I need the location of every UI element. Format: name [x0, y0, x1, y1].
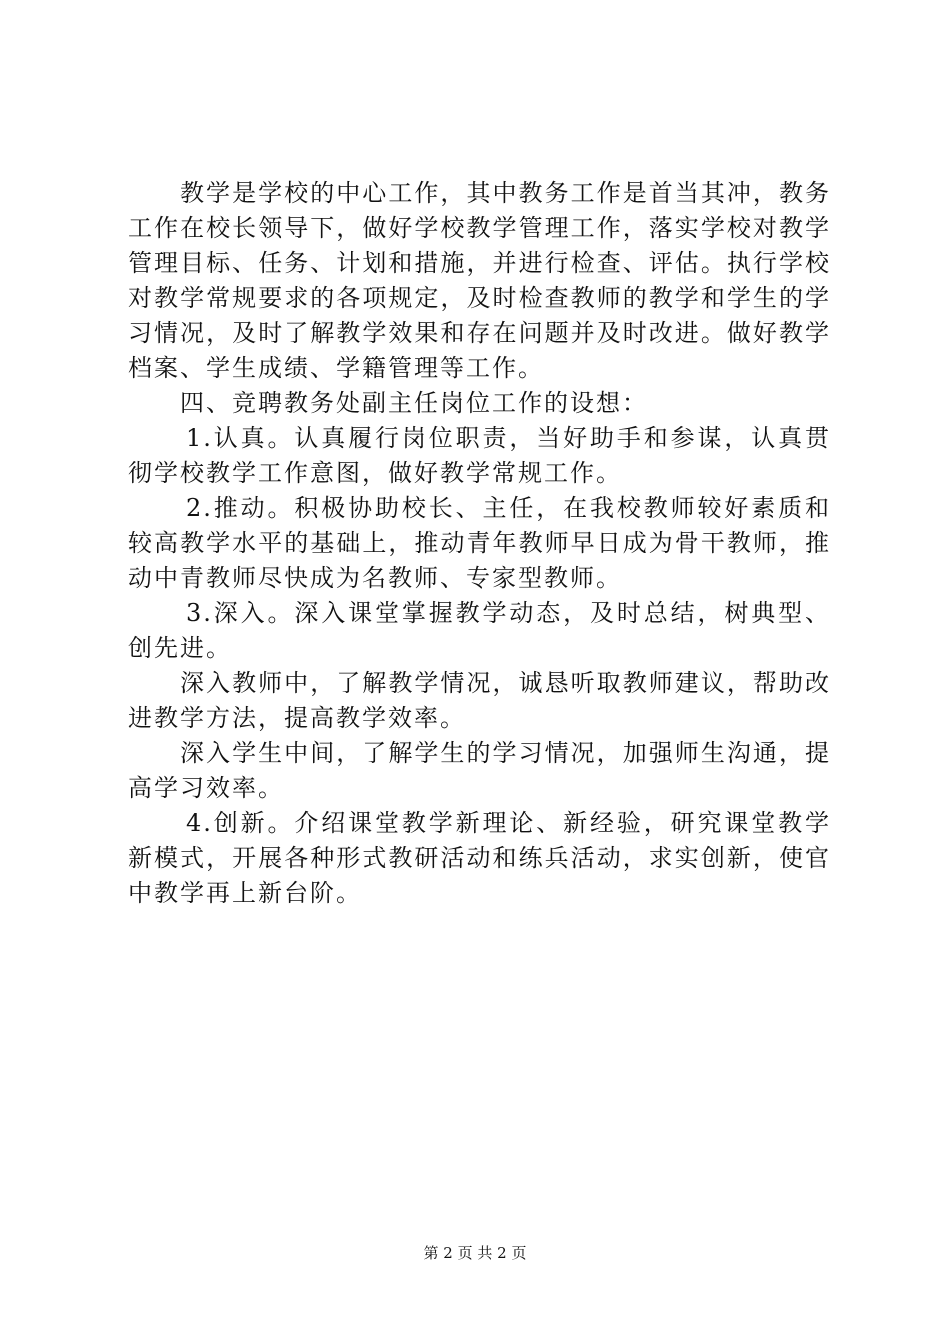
- item-4-innovate: 4.创新。介绍课堂教学新理论、新经验，研究课堂教学新模式，开展各种形式教研活动和练兵活动，求实创新，使官中教学再上新台阶。: [128, 809, 831, 907]
- item-2-promote: 2.推动。积极协助校长、主任，在我校教师较好素质和较高教学水平的基础上，推动青年教师早日成为骨干教师，推动中青教师尽快成为名教师、专家型教师。: [128, 494, 831, 592]
- paragraph-among-teachers: 深入教师中，了解教学情况，诚恳听取教师建议，帮助改进教学方法，提高教学效率。: [128, 669, 831, 732]
- item-1-serious: 1.认真。认真履行岗位职责，当好助手和参谋，认真贯彻学校教学工作意图，做好教学常规工作。: [128, 424, 831, 487]
- page-number-footer: 第 2 页 共 2 页: [423, 1244, 527, 1262]
- item-3-in-depth: 3.深入。深入课堂掌握教学动态，及时总结，树典型、创先进。: [128, 599, 831, 662]
- paragraph-teaching-center: 教学是学校的中心工作，其中教务工作是首当其冲，教务工作在校长领导下，做好学校教学管理工作，落实学校对教学管理目标、任务、计划和措施，并进行检查、评估。执行学校对教学常规要求的各项规定，及时检查教师的教学和学生的学习情况，及时了解教学效果和存在问题并及时改进。做好教学档案、学生成绩、学籍管理等工作。: [128, 179, 831, 382]
- paragraph-among-students: 深入学生中间，了解学生的学习情况，加强师生沟通，提高学习效率。: [128, 739, 831, 802]
- document-body: [128, 176, 831, 911]
- section-heading-plans: 四、竞聘教务处副主任岗位工作的设想：: [180, 389, 648, 417]
